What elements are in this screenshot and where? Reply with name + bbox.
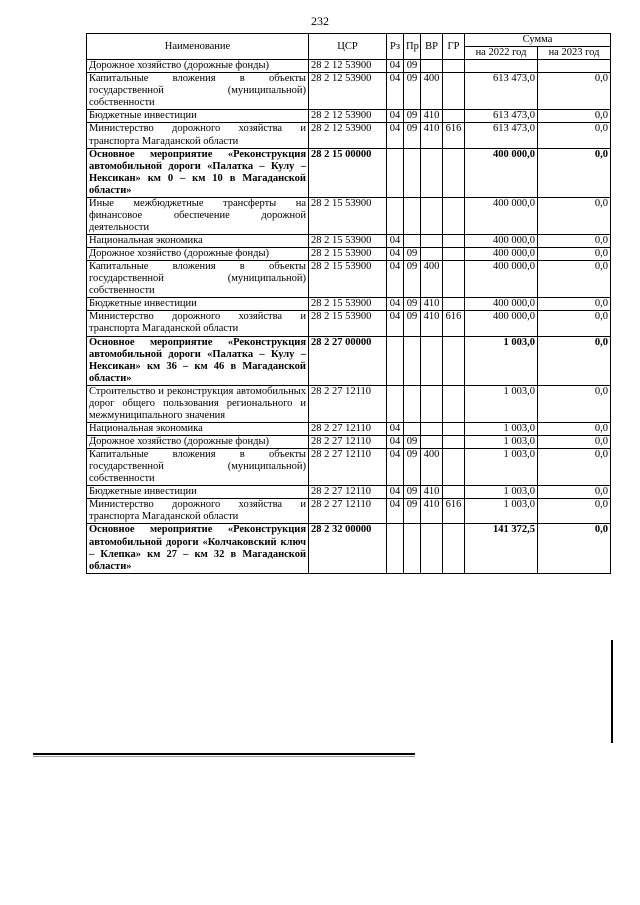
row-rz: 04 [387,248,404,261]
budget-table [86,33,611,574]
table-row [87,123,611,148]
row-vr: 400 [421,449,443,486]
row-pr: 09 [404,311,421,336]
row-name: Бюджетные инвестиции [87,110,309,123]
row-pr: 09 [404,499,421,524]
table-row [87,261,611,298]
row-sum-2022: 1 003,0 [465,436,538,449]
row-vr [421,197,443,234]
row-pr [404,524,421,573]
row-csr: 28 2 27 12110 [309,385,387,422]
row-vr [421,436,443,449]
row-csr: 28 2 27 12110 [309,422,387,435]
row-rz: 04 [387,436,404,449]
table-row [87,486,611,499]
row-csr: 28 2 27 12110 [309,499,387,524]
header-row [87,34,611,47]
row-gr: 616 [443,499,465,524]
row-sum-2022: 1 003,0 [465,385,538,422]
table-row [87,336,611,385]
row-csr: 28 2 12 53900 [309,123,387,148]
table-row [87,449,611,486]
table-row [87,73,611,110]
row-pr: 09 [404,261,421,298]
row-gr [443,60,465,73]
row-sum-2023: 0,0 [538,261,611,298]
table-row [87,298,611,311]
table-row [87,248,611,261]
row-gr [443,449,465,486]
row-sum-2022: 400 000,0 [465,298,538,311]
row-pr: 09 [404,248,421,261]
row-gr [443,110,465,123]
row-csr: 28 2 12 53900 [309,110,387,123]
row-gr [443,524,465,573]
row-sum-2023: 0,0 [538,449,611,486]
row-name: Национальная экономика [87,422,309,435]
row-pr: 09 [404,486,421,499]
row-sum-2023: 0,0 [538,524,611,573]
row-name: Капитальные вложения в объекты государственной (муниципальной) собственности [87,449,309,486]
table-row [87,436,611,449]
row-name: Бюджетные инвестиции [87,486,309,499]
row-csr: 28 2 15 53900 [309,311,387,336]
row-vr [421,422,443,435]
row-rz: 04 [387,449,404,486]
header-pr: Пр [404,34,421,60]
row-gr [443,422,465,435]
row-sum-2023: 0,0 [538,436,611,449]
row-rz [387,197,404,234]
row-sum-2022: 400 000,0 [465,311,538,336]
row-sum-2022: 400 000,0 [465,261,538,298]
header-rz: Рз [387,34,404,60]
row-gr [443,235,465,248]
row-name: Бюджетные инвестиции [87,298,309,311]
table-row [87,385,611,422]
row-sum-2022: 141 372,5 [465,524,538,573]
row-sum-2022 [465,60,538,73]
row-pr: 09 [404,110,421,123]
row-name: Строительство и реконструкция автомобильных дорог общего пользования регионального и межмуниципального значения [87,385,309,422]
row-rz [387,524,404,573]
row-gr [443,148,465,197]
row-sum-2022: 400 000,0 [465,248,538,261]
row-name: Дорожное хозяйство (дорожные фонды) [87,436,309,449]
row-gr [443,248,465,261]
row-name: Министерство дорожного хозяйства и транспорта Магаданской области [87,311,309,336]
row-pr: 09 [404,449,421,486]
row-sum-2022: 613 473,0 [465,123,538,148]
row-vr: 410 [421,123,443,148]
page-number: 232 [311,14,329,28]
row-pr: 09 [404,436,421,449]
row-gr [443,261,465,298]
row-gr [443,197,465,234]
row-csr: 28 2 12 53900 [309,60,387,73]
row-name: Основное мероприятие «Реконструкция автомобильной дороги «Колчаковский ключ – Клепка» км 27 – км 32 в Магаданской области» [87,524,309,573]
row-sum-2023: 0,0 [538,298,611,311]
row-vr [421,385,443,422]
row-sum-2022: 400 000,0 [465,235,538,248]
row-sum-2022: 613 473,0 [465,110,538,123]
table-row [87,110,611,123]
row-rz: 04 [387,422,404,435]
row-pr: 09 [404,298,421,311]
row-vr [421,248,443,261]
row-csr: 28 2 27 12110 [309,436,387,449]
row-vr [421,148,443,197]
row-sum-2023: 0,0 [538,235,611,248]
row-rz: 04 [387,235,404,248]
row-name: Дорожное хозяйство (дорожные фонды) [87,248,309,261]
row-rz: 04 [387,499,404,524]
table-row [87,235,611,248]
row-sum-2023: 0,0 [538,422,611,435]
row-pr [404,235,421,248]
table-row [87,524,611,573]
row-rz: 04 [387,73,404,110]
row-rz: 04 [387,486,404,499]
header-2022: на 2022 год [465,47,538,60]
header-csr: ЦСР [309,34,387,60]
row-name: Капитальные вложения в объекты государственной (муниципальной) собственности [87,73,309,110]
row-csr: 28 2 15 53900 [309,197,387,234]
row-name: Национальная экономика [87,235,309,248]
row-sum-2023: 0,0 [538,486,611,499]
header-gr: ГР [443,34,465,60]
row-name: Дорожное хозяйство (дорожные фонды) [87,60,309,73]
row-sum-2022: 1 003,0 [465,499,538,524]
row-rz: 04 [387,298,404,311]
row-rz: 04 [387,311,404,336]
row-sum-2022: 1 003,0 [465,336,538,385]
header-vr: ВР [421,34,443,60]
row-gr: 616 [443,123,465,148]
row-pr: 09 [404,73,421,110]
budget-table-body [87,60,611,574]
row-name: Основное мероприятие «Реконструкция автомобильной дороги «Палатка – Кулу – Нексикан» км 0 – км 10 в Магаданской области» [87,148,309,197]
row-name: Основное мероприятие «Реконструкция автомобильной дороги «Палатка – Кулу – Нексикан» км 36 – км 46 в Магаданской области» [87,336,309,385]
row-vr: 410 [421,298,443,311]
row-vr: 410 [421,499,443,524]
row-sum-2023: 0,0 [538,499,611,524]
table-row [87,197,611,234]
row-name: Министерство дорожного хозяйства и транспорта Магаданской области [87,123,309,148]
row-sum-2023: 0,0 [538,385,611,422]
row-sum-2023: 0,0 [538,311,611,336]
row-csr: 28 2 27 12110 [309,486,387,499]
row-csr: 28 2 27 12110 [309,449,387,486]
row-vr [421,235,443,248]
row-csr: 28 2 15 53900 [309,248,387,261]
row-name: Капитальные вложения в объекты государственной (муниципальной) собственности [87,261,309,298]
table-row [87,148,611,197]
row-csr: 28 2 15 00000 [309,148,387,197]
row-gr [443,298,465,311]
row-sum-2023: 0,0 [538,110,611,123]
row-pr: 09 [404,60,421,73]
row-vr: 400 [421,73,443,110]
row-sum-2022: 1 003,0 [465,449,538,486]
row-sum-2023: 0,0 [538,148,611,197]
table-row [87,60,611,73]
row-sum-2023: 0,0 [538,73,611,110]
row-pr [404,336,421,385]
row-csr: 28 2 15 53900 [309,298,387,311]
footer-rule [33,753,415,755]
row-rz [387,385,404,422]
row-pr: 09 [404,123,421,148]
margin-rule [611,640,613,743]
row-gr: 616 [443,311,465,336]
row-rz: 04 [387,60,404,73]
header-2023: на 2023 год [538,47,611,60]
table-row [87,499,611,524]
row-sum-2022: 1 003,0 [465,486,538,499]
row-name: Министерство дорожного хозяйства и транспорта Магаданской области [87,499,309,524]
row-sum-2023: 0,0 [538,123,611,148]
row-rz [387,148,404,197]
row-sum-2022: 1 003,0 [465,422,538,435]
row-csr: 28 2 15 53900 [309,261,387,298]
row-rz [387,336,404,385]
row-gr [443,385,465,422]
row-rz: 04 [387,123,404,148]
row-rz: 04 [387,110,404,123]
row-csr: 28 2 32 00000 [309,524,387,573]
row-gr [443,336,465,385]
row-vr [421,524,443,573]
row-sum-2022: 613 473,0 [465,73,538,110]
row-vr [421,60,443,73]
row-vr: 410 [421,110,443,123]
row-csr: 28 2 15 53900 [309,235,387,248]
footer-rule-faint [33,756,415,757]
row-pr [404,148,421,197]
row-gr [443,436,465,449]
row-csr: 28 2 27 00000 [309,336,387,385]
header-sum: Сумма [465,34,611,47]
row-gr [443,486,465,499]
row-vr: 410 [421,486,443,499]
row-rz: 04 [387,261,404,298]
row-csr: 28 2 12 53900 [309,73,387,110]
row-sum-2023: 0,0 [538,248,611,261]
row-sum-2022: 400 000,0 [465,148,538,197]
row-vr: 400 [421,261,443,298]
row-sum-2022: 400 000,0 [465,197,538,234]
row-pr [404,385,421,422]
row-vr [421,336,443,385]
row-pr [404,422,421,435]
row-sum-2023 [538,60,611,73]
row-pr [404,197,421,234]
row-sum-2023: 0,0 [538,336,611,385]
row-sum-2023: 0,0 [538,197,611,234]
row-gr [443,73,465,110]
row-name: Иные межбюджетные трансферты на финансовое обеспечение дорожной деятельности [87,197,309,234]
table-row [87,311,611,336]
table-row [87,422,611,435]
row-vr: 410 [421,311,443,336]
header-name: Наименование [87,34,309,60]
